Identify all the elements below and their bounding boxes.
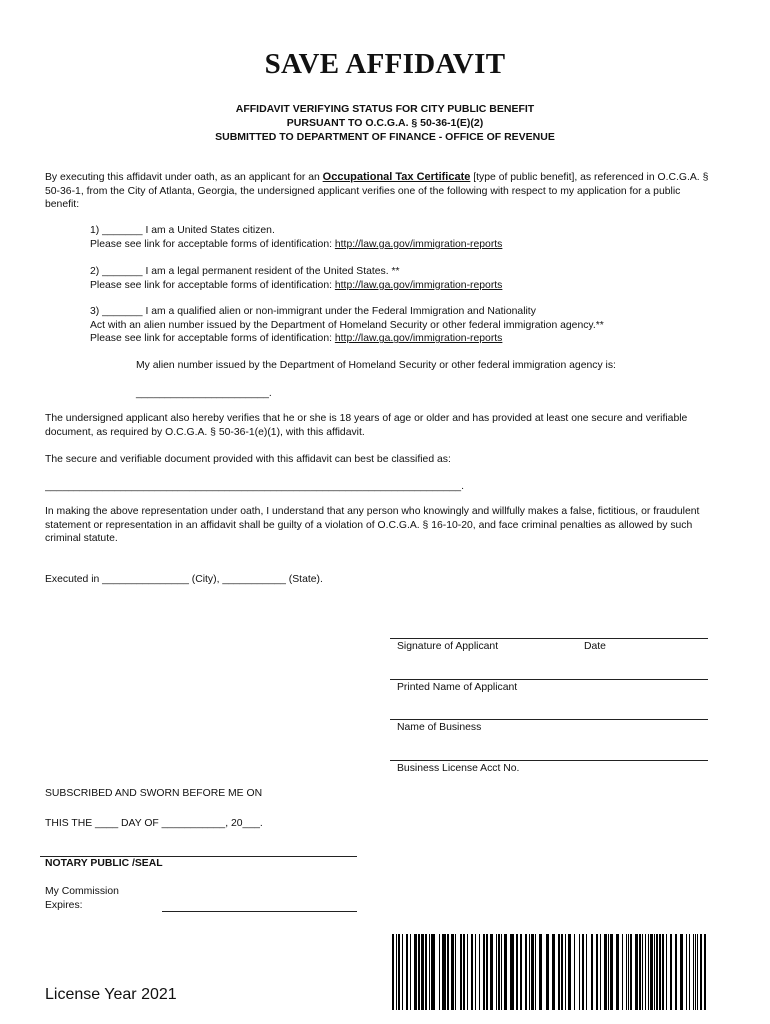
option-3-statement-cont: Act with an alien number issued by the Department of Homeland Security or other federal immigration agency.**	[90, 319, 604, 331]
sworn-statement: SUBSCRIBED AND SWORN BEFORE ME ON	[45, 788, 263, 799]
barcode-bar	[447, 934, 449, 1010]
business-name-line[interactable]	[390, 719, 708, 720]
intro-text-start: By executing this affidavit under oath, as an applicant for an	[45, 172, 323, 183]
barcode-bar	[675, 934, 677, 1010]
barcode-bar	[642, 934, 643, 1010]
business-name-label: Name of Business	[397, 722, 482, 733]
signature-label: Signature of Applicant	[397, 641, 499, 652]
barcode-bar	[431, 934, 435, 1010]
subtitle-line-2: PURSUANT TO O.C.G.A. § 50-36-1(E)(2)	[286, 117, 484, 129]
barcode-bar	[520, 934, 522, 1010]
option-3	[90, 305, 690, 346]
barcode-bar	[442, 934, 446, 1010]
barcode-bar	[586, 934, 587, 1010]
barcode-bar	[396, 934, 397, 1010]
verification-paragraph: The undersigned applicant also hereby verifies that he or she is 18 years of age or older and has provided at least one secure and verifiable document, as required by O.C.G.A. § 50-36-1(e)(1), with this affidavit.	[45, 413, 688, 438]
barcode-bar	[704, 934, 706, 1010]
option-1-statement: 1) _______ I am a United States citizen.	[90, 225, 275, 236]
printed-name-label: Printed Name of Applicant	[397, 682, 518, 693]
barcode-bar	[645, 934, 646, 1010]
barcode-bar	[460, 934, 462, 1010]
option-2-id-text: Please see link for acceptable forms of identification:	[90, 279, 335, 291]
commission-label: My Commission	[45, 886, 119, 897]
alien-number-blank[interactable]: _______________________.	[136, 388, 272, 399]
barcode-bar	[648, 934, 649, 1010]
barcode-bar	[418, 934, 420, 1010]
subtitle-line-3: SUBMITTED TO DEPARTMENT OF FINANCE - OFFICE OF REVENUE	[215, 131, 555, 143]
barcode-bar	[582, 934, 584, 1010]
commission-expires-line[interactable]	[162, 911, 357, 912]
barcode-bar	[398, 934, 400, 1010]
license-year: License Year 2021	[45, 986, 177, 1003]
barcode-bar	[552, 934, 555, 1010]
license-acct-line[interactable]	[390, 760, 708, 761]
option-2-id-note	[90, 279, 690, 293]
intro-paragraph	[45, 171, 717, 212]
option-3-id-text: Please see link for acceptable forms of identification:	[90, 333, 335, 345]
barcode-bar	[421, 934, 424, 1010]
barcode-bar	[471, 934, 473, 1010]
option-3-id-note	[90, 332, 690, 346]
barcode-bar	[414, 934, 417, 1010]
barcode-bar	[568, 934, 571, 1010]
barcode-bar	[451, 934, 454, 1010]
barcode-bar	[579, 934, 580, 1010]
barcode-bar	[596, 934, 598, 1010]
option-1-id-note	[90, 238, 690, 252]
alien-number-prompt: My alien number issued by the Department of Homeland Security or other federal immigration agency is:	[136, 360, 616, 371]
subtitle-line-1: AFFIDAVIT VERIFYING STATUS FOR CITY PUBLIC BENEFIT	[235, 103, 535, 115]
option-1-id-link[interactable]: http://law.ga.gov/immigration-reports	[334, 238, 503, 250]
barcode-bar	[425, 934, 427, 1010]
barcode-bar	[693, 934, 694, 1010]
barcode-bar	[700, 934, 702, 1010]
intro-text-end: [type of public benefit], as referenced in O.C.G.A. § 50-36-1, from the City of Atlanta, Georgia, the undersigned applicant verifies one of the following with respect to my application for a public benefit:	[45, 172, 709, 211]
barcode-bar	[670, 934, 672, 1010]
sworn-date[interactable]: THIS THE ____ DAY OF ___________, 20___.	[45, 818, 263, 829]
barcode-bar	[630, 934, 632, 1010]
document-class-blank[interactable]: ________________________________________________________________________.	[45, 481, 464, 492]
barcode-bar	[486, 934, 488, 1010]
notary-label: NOTARY PUBLIC /SEAL	[45, 858, 163, 869]
notary-signature-line[interactable]	[40, 856, 357, 857]
penalty-paragraph: In making the above representation under oath, I understand that any person who knowingly and willfully makes a false, fictitious, or fraudulent statement or representation in an affidavit shall be guilty of a violation of O.C.G.A. § 16-10-20, and face criminal penalties as allowed by such criminal statute.	[45, 506, 700, 545]
barcode-bar	[525, 934, 527, 1010]
barcode-bar	[504, 934, 507, 1010]
barcode-bar	[455, 934, 456, 1010]
barcode-bar	[439, 934, 440, 1010]
barcode-bar	[402, 934, 403, 1010]
barcode-bar	[656, 934, 658, 1010]
barcode-bar	[561, 934, 563, 1010]
barcode-bar	[591, 934, 593, 1010]
barcode-bar	[546, 934, 549, 1010]
barcode-bar	[539, 934, 542, 1010]
barcode-bar	[626, 934, 627, 1010]
barcode-bar	[610, 934, 613, 1010]
barcode-icon	[392, 934, 710, 1010]
barcode-bar	[463, 934, 465, 1010]
barcode-bar	[659, 934, 661, 1010]
option-1-id-text: Please see link for acceptable forms of identification:	[90, 238, 335, 250]
barcode-bar	[429, 934, 430, 1010]
barcode-bar	[496, 934, 497, 1010]
barcode-bar	[662, 934, 664, 1010]
option-3-id-link[interactable]: http://law.ga.gov/immigration-reports	[334, 333, 503, 345]
license-acct-label: Business License Acct No.	[397, 763, 520, 774]
barcode-bar	[604, 934, 607, 1010]
barcode-bar	[616, 934, 619, 1010]
signature-line[interactable]	[390, 638, 708, 639]
barcode-bar	[516, 934, 518, 1010]
barcode-bar	[410, 934, 411, 1010]
option-2-id-link[interactable]: http://law.ga.gov/immigration-reports	[334, 279, 503, 291]
expires-label: Expires:	[45, 900, 83, 911]
barcode-bar	[498, 934, 500, 1010]
barcode-bar	[479, 934, 480, 1010]
printed-name-line[interactable]	[390, 679, 708, 680]
barcode-bar	[406, 934, 408, 1010]
option-2-statement: 2) _______ I am a legal permanent resident of the United States. **	[90, 266, 400, 277]
date-label: Date	[584, 641, 606, 652]
document-title: SAVE AFFIDAVIT	[264, 48, 506, 80]
barcode-bar	[680, 934, 683, 1010]
option-3-statement: 3) _______ I am a qualified alien or non-immigrant under the Federal Immigration and Nationality	[90, 306, 536, 317]
barcode-bar	[467, 934, 468, 1010]
barcode-bar	[531, 934, 534, 1010]
barcode-bar	[666, 934, 667, 1010]
barcode-bar	[475, 934, 476, 1010]
public-benefit-type: Occupational Tax Certificate	[322, 171, 471, 183]
option-2	[90, 265, 690, 292]
barcode-bar	[501, 934, 502, 1010]
barcode-bar	[510, 934, 514, 1010]
barcode-bar	[558, 934, 560, 1010]
barcode-bar	[686, 934, 687, 1010]
barcode-bar	[483, 934, 485, 1010]
barcode-bar	[535, 934, 536, 1010]
barcode-bar	[654, 934, 655, 1010]
barcode-bar	[635, 934, 638, 1010]
barcode-bar	[490, 934, 493, 1010]
executed-location[interactable]: Executed in _______________ (City), ___________ (State).	[45, 574, 323, 585]
barcode-bar	[628, 934, 629, 1010]
barcode-bar	[574, 934, 575, 1010]
barcode-bar	[650, 934, 653, 1010]
barcode-bar	[695, 934, 696, 1010]
barcode-bar	[639, 934, 641, 1010]
barcode-bar	[622, 934, 623, 1010]
barcode-bar	[689, 934, 690, 1010]
option-1	[90, 224, 690, 251]
barcode-bar	[697, 934, 698, 1010]
barcode-bar	[600, 934, 601, 1010]
barcode-bar	[608, 934, 609, 1010]
barcode-bar	[392, 934, 394, 1010]
barcode-bar	[529, 934, 530, 1010]
barcode-bar	[565, 934, 566, 1010]
document-class-prompt: The secure and verifiable document provided with this affidavit can best be classified as:	[45, 454, 451, 465]
